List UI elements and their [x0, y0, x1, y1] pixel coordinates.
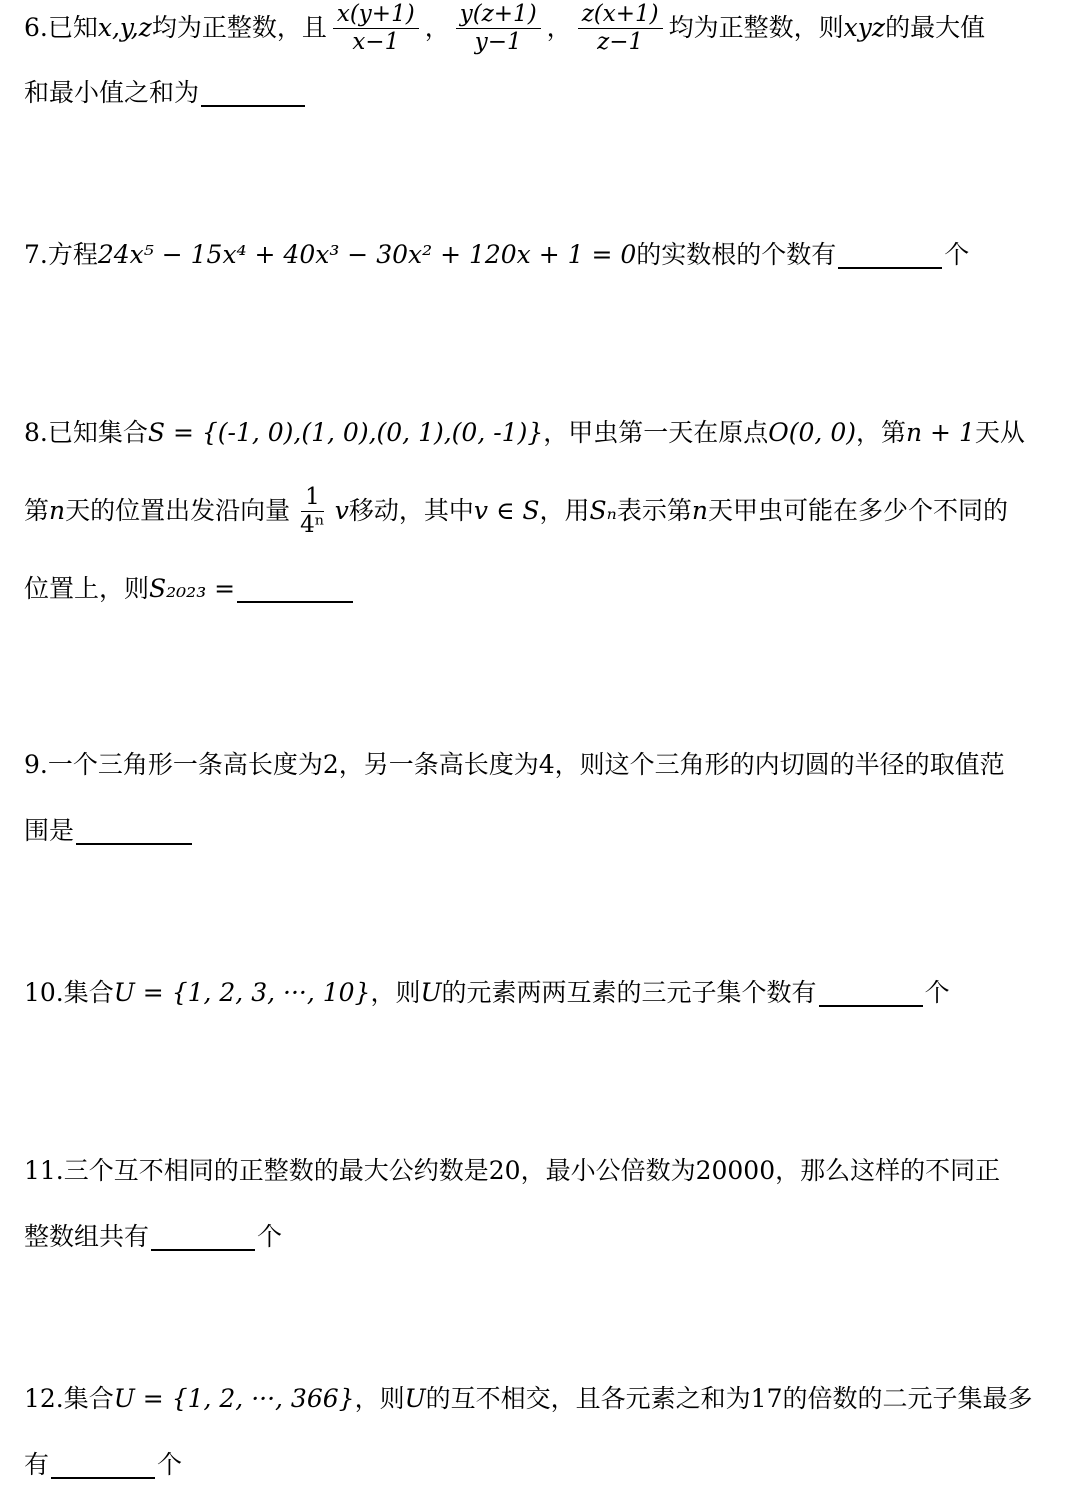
answer-blank-11[interactable] — [151, 1223, 255, 1251]
question-8-line-2: 第 n 天的位置出发沿向量 $\frac{1}{\text{4ⁿ}}$ v 移动，其中 v ∈ S ，用 Sₙ 表示第 n 天甲虫可能在多少个不同的 — [24, 483, 1008, 538]
question-12-number: 12. — [24, 1384, 64, 1413]
fraction-vector: $\frac{1}{\text{4ⁿ}}$ — [300, 483, 325, 538]
answer-blank-8[interactable] — [237, 575, 353, 603]
question-9-line-2: 围是 — [24, 814, 1054, 848]
question-12-line-1: 12. 集合 U = {1, 2, ···, 366} ，则 U 的互不相交，且各元素之和为17的倍数的二元子集最多 — [24, 1382, 1054, 1416]
question-12-line-2: 有 个 — [24, 1450, 183, 1479]
answer-blank-6[interactable] — [201, 79, 305, 107]
question-11-line-1: 11. 三个互不相同的正整数的最大公约数是20，最小公倍数为20000，那么这样的不同正 — [24, 1154, 1054, 1188]
answer-blank-12[interactable] — [51, 1451, 155, 1479]
question-8-number: 8. — [24, 418, 48, 447]
question-8-line-3: 位置上，则 S₂₀₂₃ = — [24, 572, 1054, 606]
equation: 24x⁵ − 15x⁴ + 40x³ − 30x² + 120x + 1 = 0 — [97, 240, 637, 269]
answer-blank-10[interactable] — [819, 979, 923, 1007]
fraction-2: $\frac{y(z+1)}{y-1}$ — [456, 1, 541, 56]
answer-blank-7[interactable] — [838, 241, 942, 269]
question-11-number: 11. — [24, 1156, 64, 1185]
question-9-number: 9. — [24, 750, 48, 779]
question-9-line-1: 9. 一个三角形一条高长度为2，另一条高长度为4，则这个三角形的内切圆的半径的取值范 — [24, 748, 1054, 782]
fraction-1: $\frac{x(y+1)}{x-1}$ — [333, 1, 419, 56]
question-6-line-1: 6. 已知 x,y,z 均为正整数，且 $\frac{x(y+1)}{x-1}$ ， $\frac{y(z+1)}{y-1}$ ， $\frac{z(x+1)}{z-1}$ 均为正整数，则 xyz 的最大值 — [24, 0, 986, 55]
question-6-number: 6. — [24, 13, 48, 42]
question-11-line-2: 整数组共有 个 — [24, 1222, 283, 1251]
answer-blank-9[interactable] — [76, 817, 192, 845]
question-7-number: 7. — [24, 240, 48, 269]
question-10: 10. 集合 U = {1, 2, 3, ···, 10} ，则 U 的元素两两互素的三元子集个数有 个 — [24, 976, 1054, 1010]
question-8-line-1: 8. 已知集合 S = {(-1, 0),(1, 0),(0, 1),(0, -1)} ，甲虫第一天在原点 O(0, 0) ，第 n + 1 天从 — [24, 416, 1054, 450]
question-6-line-2: 和最小值之和为 — [24, 76, 1054, 110]
question-10-number: 10. — [24, 978, 64, 1007]
fraction-3: $\frac{z(x+1)}{z-1}$ — [578, 1, 663, 56]
question-7: 7. 方程 24x⁵ − 15x⁴ + 40x³ − 30x² + 120x + 1 = 0 的实数根的个数有 个 — [24, 238, 1054, 272]
